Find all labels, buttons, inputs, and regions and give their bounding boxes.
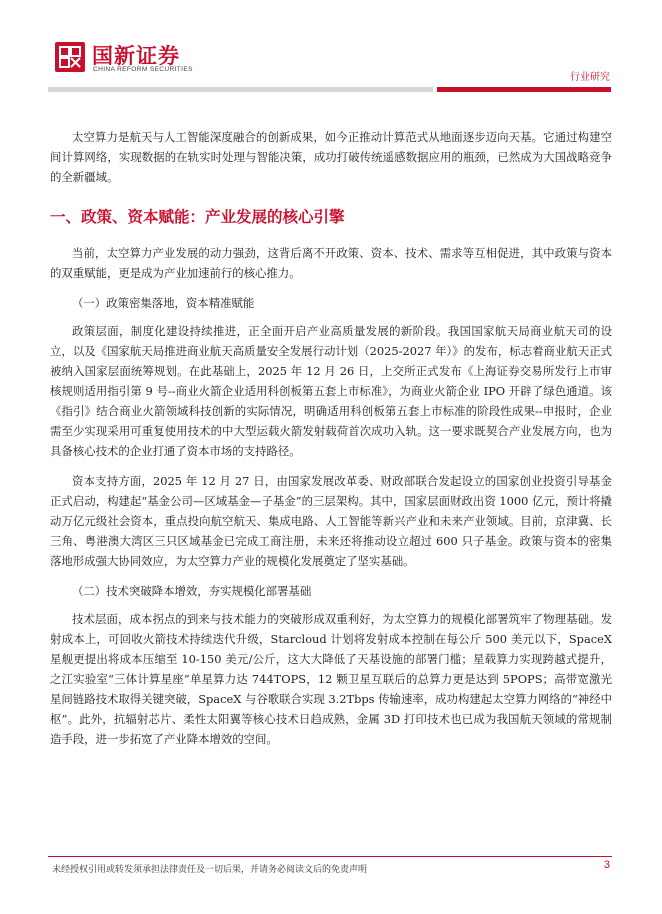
logo-name-en: CHINA REFORM SECURITIES <box>93 66 193 73</box>
subsection-heading-2: （二）技术突破降本增效，夯实规模化部署基础 <box>72 584 312 598</box>
page-header <box>0 0 662 100</box>
section-lead-paragraph: 当前，太空算力产业发展的动力强劲，这背后离不开政策、资本、技术、需求等互相促进，其中政策与资本的双重赋能，更是成为产业加速前行的核心推力。 <box>50 246 612 280</box>
intro-paragraph: 太空算力是航天与人工智能深度融合的创新成果，如今正推动计算范式从地面逐步迈向天基。它通过构建空间计算网络，实现数据的在轨实时处理与智能决策，成功打破传统遥感数据应用的瓶颈，已然成为大国战略竞争的全新疆域。 <box>50 130 612 184</box>
technology-paragraph: 技术层面，成本拐点的到来与技术能力的突破形成双重利好，为太空算力的规模化部署筑牢了物理基础。发射成本上，可回收火箭技术持续迭代升级，Starcloud 计划将发射成本控制在每公斤 500 美元以下，SpaceX 星舰更提出将成本压缩至 10-150 美元/公斤，这大大降低了天基设施的部署门槛；星载算力实现跨越式提升，之江实验室“三体计算星座”单星算力达 744TOPS，12 颗卫星互联后的总算力更是达到 5POPS；高带宽激光星间链路技术取得关键突破，SpaceX 与谷歌联合实现 3.2Tbps 传输速率，成功构建起太空算力网络的“神经中枢”。此外，抗辐射芯片、柔性太阳翼等核心技术日趋成熟，金属 3D 打印技术也已成为我国航天领域的常规制造手段，进一步拓宽了产业降本增效的空间。 <box>50 612 612 746</box>
section-title: 一、政策、资本赋能：产业发展的核心引擎 <box>50 208 345 226</box>
policy-paragraph: 政策层面，制度化建设持续推进，正全面开启产业高质量发展的新阶段。我国国家航天局商业航天司的设立，以及《国家航天局推进商业航天高质量安全发展行动计划（2025-2027 年）》的发布，标志着商业航天正式被纳入国家层面统筹规划。在此基础上，2025 年 12 月 26 日，上交所正式发布《上海证券交易所发行上市审核规则适用指引第 9 号--商业火箭企业适用科创板第五套上市标准》，为商业火箭企业 IPO 开辟了绿色通道。该《指引》结合商业火箭领域科技创新的实际情况，明确适用科创板第五套上市标准的阶段性成果--申报时，企业需至少实现采用可重复使用技术的中大型运载火箭发射载荷首次成功入轨。这一要求既契合产业发展方向，也为具备核心技术的企业打通了资本市场的支持路径。 <box>50 324 612 458</box>
document-body <box>50 127 612 749</box>
report-type-label: 行业研究 <box>570 72 610 83</box>
header-rule-gray <box>48 87 433 92</box>
subsection-heading-1: （一）政策密集落地，资本精准赋能 <box>72 296 255 310</box>
logo-name-cn: 国新证券 <box>92 44 180 68</box>
header-rule-red <box>437 87 611 92</box>
capital-paragraph: 资本支持方面，2025 年 12 月 27 日，由国家发展改革委、财政部联合发起设立的国家创业投资引导基金正式启动，构建起“基金公司—区域基金—子基金”的三层架构。其中，国家层面财政出资 1000 亿元，预计将撬动万亿元级社会资本，重点投向航空航天、集成电路、人工智能等新兴产业和未来产业领域。目前，京津冀、长三角、粤港澳大湾区三只区域基金已完成工商注册，未来还将推动设立超过 600 只子基金。政策与资本的密集落地形成强大协同效应，为太空算力产业的规模化发展奠定了坚实基础。 <box>50 474 612 568</box>
footer-disclaimer: 未经授权引用或转发须承担法律责任及一切后果，并请务必阅读文后的免责声明 <box>52 865 368 875</box>
page-number: 3 <box>603 859 610 871</box>
company-logo-icon <box>55 42 85 72</box>
footer-rule <box>48 856 612 857</box>
